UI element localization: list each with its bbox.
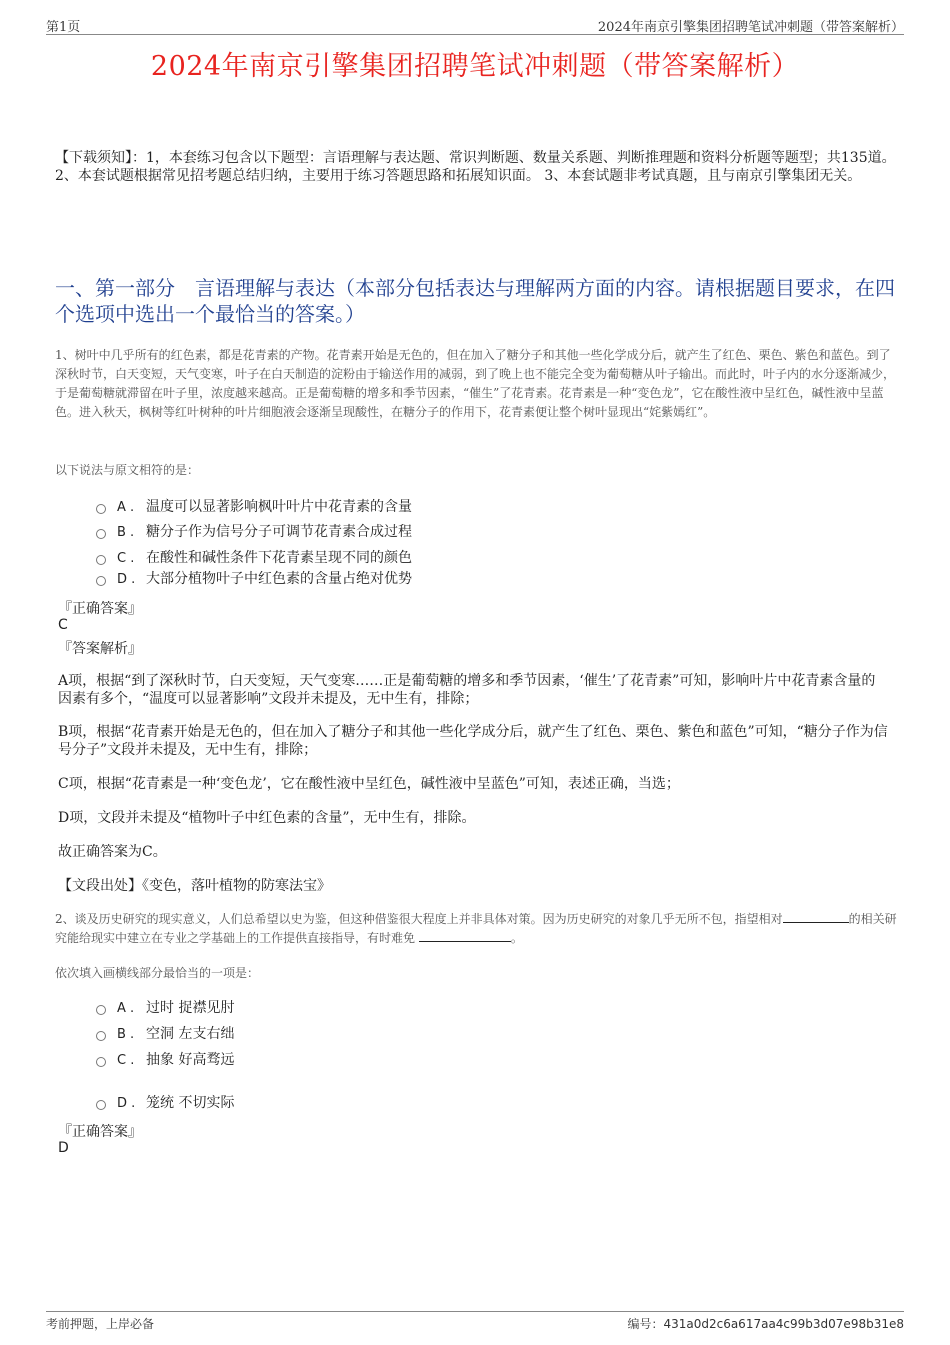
running-title: 2024年南京引擎集团招聘笔试冲刺题（带答案解析） [597, 20, 904, 35]
q2-option-b[interactable]: B . 空洞 左支右绌 [96, 1024, 234, 1044]
q1-analysis-a: A项，根据“到了深秋时节，白天变短，天气变寒……正是葡萄糖的增多和季节因素，‘催生’了花青素”可知，影响叶片中花青素含量的因素有多个，“温度可以显著影响”文段并未提及，无中生有，排除； [58, 673, 876, 707]
q1-option-d[interactable]: D . 大部分植物叶子中红色素的含量占绝对优势 [96, 569, 412, 589]
q1-option-a[interactable]: A . 温度可以显著影响枫叶叶片中花青素的含量 [96, 497, 412, 517]
q1-analysis-label: 『答案解析』 [58, 641, 142, 657]
q2-option-d[interactable]: D . 笼统 不切实际 [96, 1093, 234, 1113]
footer-divider [46, 1311, 904, 1312]
radio-icon[interactable] [96, 529, 106, 539]
radio-icon[interactable] [96, 1057, 106, 1067]
radio-icon[interactable] [96, 504, 106, 514]
download-notice: 【下载须知】：1，本套练习包含以下题型：言语理解与表达题、常识判断题、数量关系题、判断推理题和资料分析题等题型；共135道。 2、本套试题根据常见招考题总结归纳，主要用于练习答题思路和拓展知识面。 3、本套试题非考试真题，且与南京引擎集团无关。 [55, 150, 896, 184]
header-divider [46, 34, 904, 35]
q1-conclusion: 故正确答案为C。 [58, 844, 167, 860]
q1-analysis-d: D项，文段并未提及“植物叶子中红色素的含量”，无中生有，排除。 [58, 810, 476, 826]
q2-answer-label: 『正确答案』 [58, 1124, 142, 1140]
radio-icon[interactable] [96, 1005, 106, 1015]
section-heading: 一、第一部分 言语理解与表达（本部分包括表达与理解两方面的内容。请根据题目要求，在四个选项中选出一个最恰当的答案。） [55, 276, 895, 326]
q1-option-c[interactable]: C . 在酸性和碱性条件下花青素呈现不同的颜色 [96, 548, 412, 568]
fill-blank-2 [419, 929, 511, 942]
q1-option-b[interactable]: B . 糖分子作为信号分子可调节花青素合成过程 [96, 522, 412, 542]
question-1-prompt: 以下说法与原文相符的是： [55, 463, 200, 477]
q2-option-c[interactable]: C . 抽象 好高骛远 [96, 1050, 234, 1070]
radio-icon[interactable] [96, 1100, 106, 1110]
q2-answer: D [58, 1140, 69, 1156]
q2-option-a[interactable]: A . 过时 捉襟见肘 [96, 998, 234, 1018]
question-2-stem: 2、谈及历史研究的现实意义，人们总希望以史为鉴，但这种借鉴很大程度上并非具体对策。因为历史研究的对象几乎无所不包，指望相对 的相关研究能给现实中建立在专业之学基础上的工作提供直接指导，有时难免 。 [55, 912, 897, 945]
page-number: 第1页 [46, 20, 81, 35]
q1-analysis-b: B项，根据“花青素开始是无色的，但在加入了糖分子和其他一些化学成分后，就产生了红色、栗色、紫色和蓝色”可知，“糖分子作为信号分子”文段并未提及，无中生有，排除； [58, 724, 888, 758]
q1-analysis-c: C项，根据“花青素是一种‘变色龙’，它在酸性液中呈红色，碱性液中呈蓝色”可知，表述正确，当选； [58, 776, 680, 792]
document-title: 2024年南京引擎集团招聘笔试冲刺题（带答案解析） [150, 51, 800, 82]
radio-icon[interactable] [96, 576, 106, 586]
q1-answer: C [58, 617, 68, 633]
question-1-stem: 1、树叶中几乎所有的红色素，都是花青素的产物。花青素开始是无色的，但在加入了糖分子和其他一些化学成分后，就产生了红色、栗色、紫色和蓝色。到了深秋时节，白天变短，天气变寒，叶子在白天制造的淀粉由于输送作用的减弱，到了晚上也不能完全变为葡萄糖从叶子输出。而此时，叶子内的水分逐渐减少，于是葡萄糖就滞留在叶子里，浓度越来越高。正是葡萄糖的增多和季节因素，“催生”了花青素。花青素是一种“变色龙”，它在酸性液中呈红色，碱性液中呈蓝色。进入秋天，枫树等红叶树种的叶片细胞液会逐渐呈现酸性，在糖分子的作用下，花青素便让整个树叶显现出“姹紫嫣红”。 [55, 348, 896, 419]
fill-blank-1 [783, 910, 849, 923]
q1-answer-label: 『正确答案』 [58, 601, 142, 617]
footer-code: 编号：431a0d2c6a617aa4c99b3d07e98b31e8 [627, 1317, 904, 1331]
footer-slogan: 考前押题，上岸必备 [46, 1317, 155, 1331]
question-2-prompt: 依次填入画横线部分最恰当的一项是： [55, 966, 260, 980]
radio-icon[interactable] [96, 555, 106, 565]
radio-icon[interactable] [96, 1031, 106, 1041]
q1-source: 【文段出处】《变色，落叶植物的防寒法宝》 [58, 878, 331, 894]
